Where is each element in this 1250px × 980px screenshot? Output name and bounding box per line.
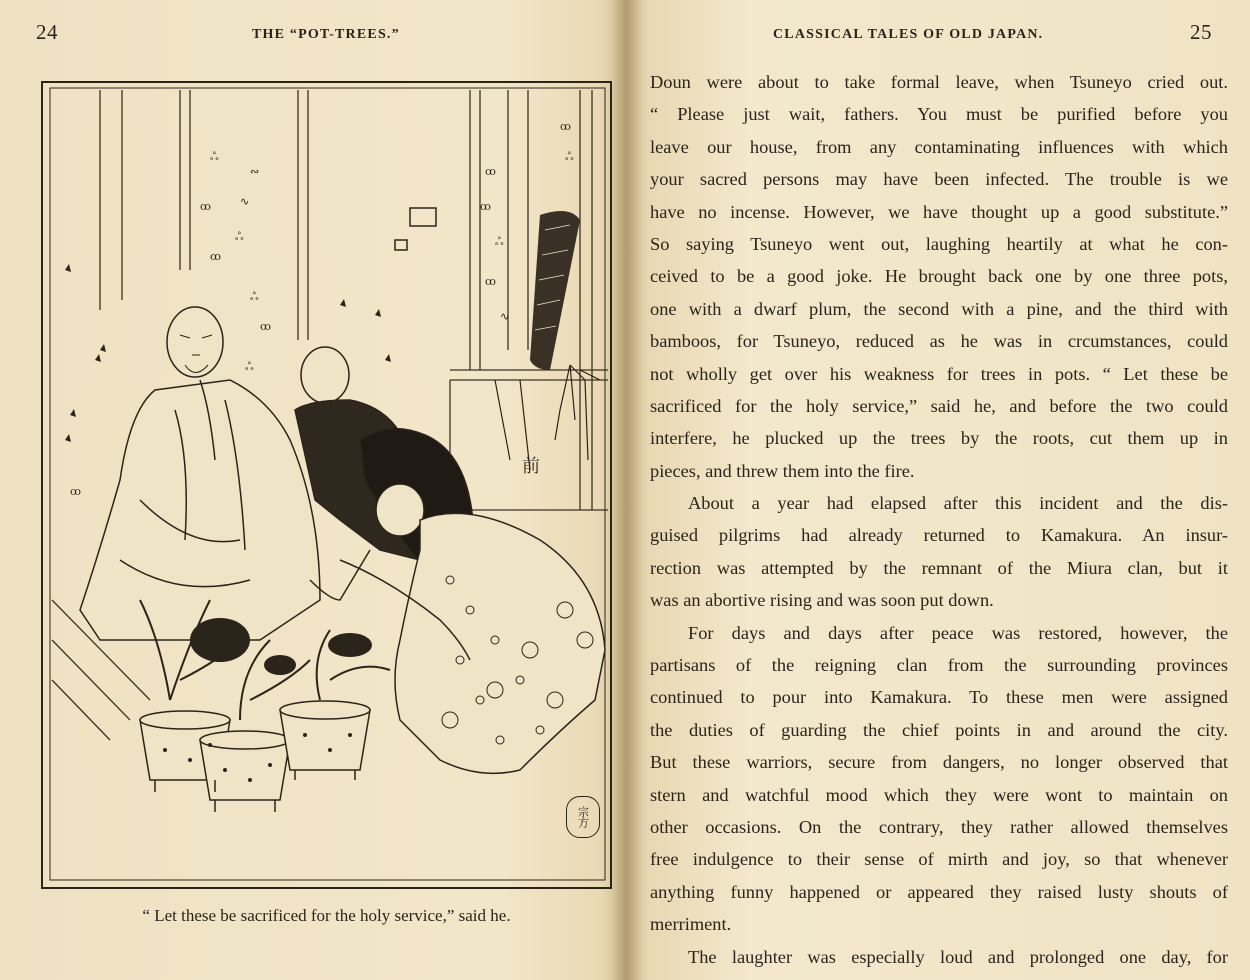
svg-text:∿: ∿ — [500, 310, 510, 323]
svg-text:∾: ∾ — [250, 165, 260, 178]
svg-text:ꝏ: ꝏ — [200, 200, 211, 213]
text-line: the duties of guarding the chief points in and around the city. — [650, 719, 1228, 740]
body-text — [650, 66, 1228, 973]
right-page-number: 25 — [1190, 20, 1212, 44]
text-line: merriment. — [650, 914, 732, 935]
right-running-head: CLASSICAL TALES OF OLD JAPAN. — [773, 27, 1044, 42]
text-line: interfere, he plucked up the trees by the roots, cut them up in — [650, 428, 1228, 449]
text-line: stern and watchful mood which they were wont to maintain on — [650, 784, 1228, 805]
text-line: About a year had elapsed after this incident and the dis- — [688, 493, 1228, 514]
left-running-head: THE “POT-TREES.” — [252, 27, 400, 42]
text-line: free indulgence to their sense of mirth and joy, so that whenever — [650, 849, 1228, 870]
svg-text:前: 前 — [522, 456, 540, 477]
text-line: rection was attempted by the remnant of the Miura clan, but it — [650, 557, 1228, 578]
text-line: For days and days after peace was restored, however, the — [688, 622, 1228, 643]
svg-text:ꝏ: ꝏ — [210, 250, 221, 263]
left-page-number: 24 — [36, 20, 58, 44]
text-line: leave our house, from any contaminating influences with which — [650, 136, 1228, 157]
text-line: But these warriors, secure from dangers, no longer observed that — [650, 752, 1228, 773]
text-line: one with a dwarf plum, the second with a pine, and the third with — [650, 298, 1228, 319]
woodcut-illustration — [40, 80, 613, 890]
svg-text:ஃ: ஃ — [210, 150, 219, 163]
text-line: anything funny happened or appeared they raised lusty shouts of — [650, 881, 1228, 902]
text-line: bamboos, for Tsuneyo, reduced as he was in crcumstances, could — [650, 331, 1228, 352]
illustration-caption: “ Let these be sacrificed for the holy service,” said he. — [142, 906, 511, 925]
svg-text:ஃ: ஃ — [235, 230, 244, 243]
text-line: other occasions. On the contrary, they rather allowed themselves — [650, 816, 1228, 837]
text-line: Doun were about to take formal leave, when Tsuneyo cried out. — [650, 72, 1228, 92]
text-line: pieces, and threw them into the fire. — [650, 460, 915, 481]
text-line: guised pilgrims had already returned to Kamakura. An insur- — [650, 525, 1228, 546]
text-line: partisans of the reigning clan from the surrounding provinces — [650, 655, 1228, 676]
svg-text:ꝏ: ꝏ — [260, 320, 271, 333]
text-line: The laughter was especially loud and prolonged one day, for — [688, 946, 1228, 967]
text-line: continued to pour into Kamakura. To these men were assigned — [650, 687, 1228, 708]
text-line: have no incense. However, we have thought up a good substitute.” — [650, 201, 1228, 222]
text-line: sacrificed for the holy service,” said he, and before the two could — [650, 395, 1228, 416]
svg-text:ஃ: ஃ — [565, 150, 574, 163]
text-line: your sacred persons may have been infected. The trouble is we — [650, 169, 1228, 190]
text-line: So saying Tsuneyo went out, laughing heartily at what he con- — [650, 233, 1228, 254]
svg-text:ஃ: ஃ — [245, 360, 254, 373]
svg-text:ஃ: ஃ — [495, 235, 504, 248]
svg-text:ꝏ: ꝏ — [485, 165, 496, 178]
text-line: “ Please just wait, fathers. You must be purified before you — [650, 104, 1228, 125]
svg-text:ꝏ: ꝏ — [70, 485, 81, 498]
text-line: not wholly get over his weakness for trees in pots. “ Let these be — [650, 363, 1228, 384]
artist-seal: 宗方 — [566, 796, 600, 838]
text-line: ceived to be a good joke. He brought back one by one three pots, — [650, 266, 1228, 287]
svg-text:ꝏ: ꝏ — [485, 275, 496, 288]
svg-text:ꝏ: ꝏ — [480, 200, 491, 213]
svg-text:∿: ∿ — [240, 195, 250, 208]
svg-text:ꝏ: ꝏ — [560, 120, 571, 133]
svg-text:ஃ: ஃ — [250, 290, 259, 303]
text-line: was an abortive rising and was soon put down. — [650, 590, 994, 611]
